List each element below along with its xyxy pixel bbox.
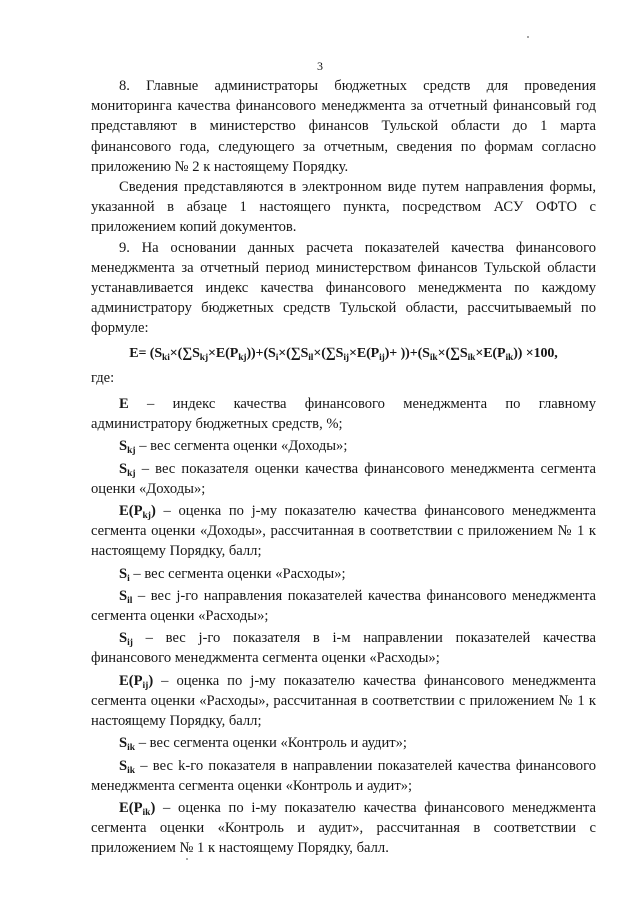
definition-list xyxy=(91,394,596,858)
definition-text: – оценка по i-му показателю качества финансового менеджмента сегмента оценки «Контроль и аудит», рассчитанная в соответствии с приложением № 1 к настоящему Порядку, балл. xyxy=(91,799,596,857)
paragraph-8: 8. Главные администраторы бюджетных средств для проведения мониторинга качества финансового менеджмента за отчетный финансовый год представляют в министерство финансов Тульской области до 1 марта финансового года, следующего за отчетным, сведения по формам согласно приложению № 2 к настоящему Порядку. xyxy=(91,78,596,175)
definition-symbol: $S_{ik}$ xyxy=(119,735,136,754)
definition-item xyxy=(91,586,596,626)
document-body xyxy=(91,76,596,861)
definition-item xyxy=(91,756,596,796)
where-label: где: xyxy=(91,369,115,386)
definition-item xyxy=(91,501,596,562)
definition-item xyxy=(91,459,596,499)
definition-item xyxy=(91,798,596,859)
paragraph-9: 9. На основании данных расчета показателей качества финансового менеджмента за отчетный период министерством финансов Тульской области устанавливается индекс качества финансового менеджмента по каждому администратору бюджетных средств Тульской области, рассчитываемый по формуле: xyxy=(91,239,596,337)
definition-text: – оценка по j-му показателю качества финансового менеджмента сегмента оценки «Расходы», рассчитанная в соответствии с приложением № 1 к настоящему Порядку, балл; xyxy=(91,672,596,730)
definition-text: – вес j-го направления показателей качества финансового менеджмента сегмента оценки «Расходы»; xyxy=(91,587,596,625)
definition-symbol: $S_i$ xyxy=(119,565,130,584)
scan-speck xyxy=(527,36,529,38)
definition-text: – вес сегмента оценки «Доходы»; xyxy=(135,438,348,455)
definition-symbol: $E(P_{kj})$ xyxy=(119,503,156,522)
paragraph-8-continued: Сведения представляются в электронном виде путем направления формы, указанной в абзаце 1 настоящего пункта, посредством АСУ ОФТО с приложением копий документов. xyxy=(91,179,596,236)
definition-item xyxy=(91,394,596,434)
definition-item xyxy=(91,733,596,753)
definition-item xyxy=(91,671,596,732)
definition-symbol: $E(P_{ij})$ xyxy=(119,672,154,691)
definition-text: – индекс качества финансового менеджмента по главному администратору бюджетных средств, %; xyxy=(91,396,596,433)
definition-symbol: E xyxy=(119,396,129,413)
definition-item xyxy=(91,628,596,668)
definition-text: – вес сегмента оценки «Контроль и аудит»; xyxy=(135,735,407,752)
definition-text: – оценка по j-му показателю качества финансового менеджмента сегмента оценки «Доходы», рассчитанная в соответствии с приложением № 1 к настоящему Порядку, балл; xyxy=(91,503,596,560)
definition-text: – вес k-го показателя в направлении показателей качества финансового менеджмента сегмента оценки «Контроль и аудит»; xyxy=(91,757,596,794)
definition-item xyxy=(91,564,596,584)
definition-text: – вес показателя оценки качества финансового менеджмента сегмента оценки «Доходы»; xyxy=(91,460,596,497)
scan-speck xyxy=(186,858,188,860)
definition-symbol: $S_{kj}$ xyxy=(119,438,136,457)
formula: $E= (S_{ki}\times(\sum S_{kj}\times E(P_{kj}))+(S_i\times(\sum S_{il}\times(\sum S_{ij}\times E(P_{ij})+ ))+(S_{ik}\times(\sum S_{ik}\times E(P_{ik})) \times 100$, xyxy=(129,345,558,363)
definition-item xyxy=(91,436,596,456)
definition-symbol: $S_{ik}$ xyxy=(119,757,136,776)
definition-text: – вес j-го показателя в i-м направлении показателей качества финансового менеджмента сегмента оценки «Расходы»; xyxy=(91,630,596,667)
page-number: 3 xyxy=(317,59,323,73)
definition-symbol: $S_{il}$ xyxy=(119,587,133,606)
definition-symbol: $S_{kj}$ xyxy=(119,460,136,479)
definition-text: – вес сегмента оценки «Расходы»; xyxy=(129,565,346,582)
definition-symbol: $S_{ij}$ xyxy=(119,630,133,649)
definition-symbol: $E(P_{ik})$ xyxy=(119,799,156,818)
